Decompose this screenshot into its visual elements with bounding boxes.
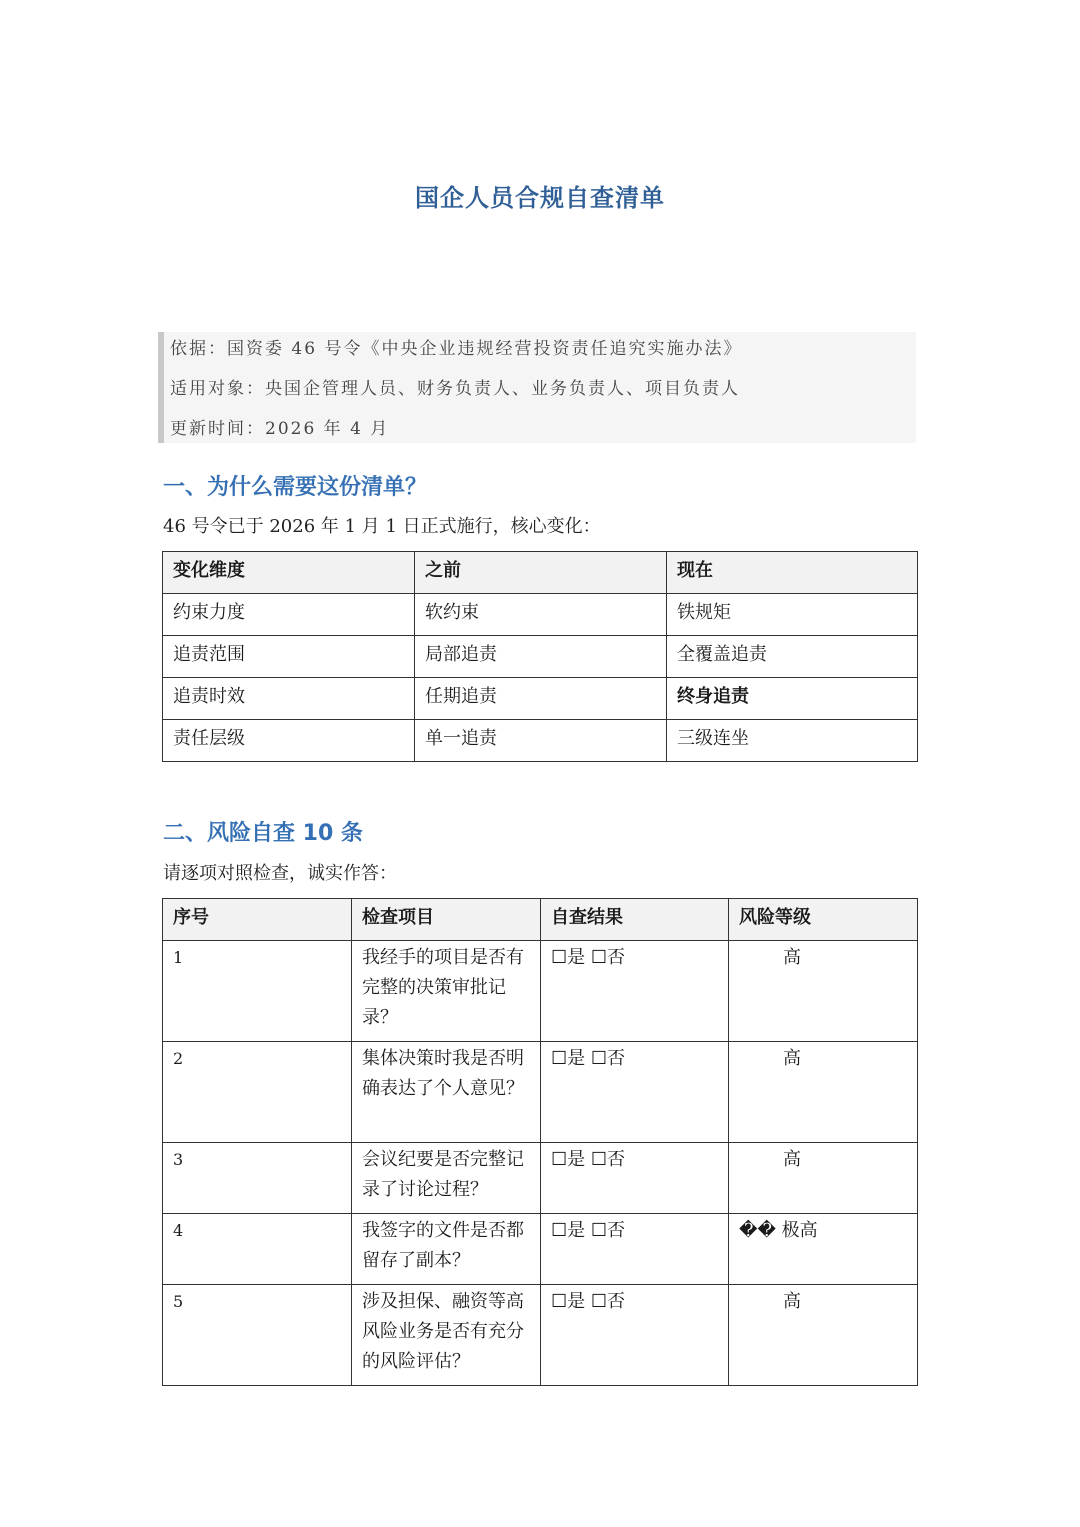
table-cell: 责任层级: [163, 720, 415, 762]
table-cell: 单一追责: [415, 720, 667, 762]
table-cell: 铁规矩: [667, 594, 918, 636]
result-checkboxes[interactable]: ☐是 ☐否: [541, 1214, 729, 1285]
table-row: [163, 720, 918, 762]
section1-intro: 46 号令已于 2026 年 1 月 1 日正式施行，核心变化：: [163, 516, 601, 537]
section1-heading: 一、为什么需要这份清单？: [163, 475, 428, 500]
row-number: 2: [163, 1042, 352, 1143]
table-cell: 软约束: [415, 594, 667, 636]
table-row: [163, 1214, 918, 1285]
meta-box: [158, 332, 916, 443]
row-number: 3: [163, 1143, 352, 1214]
table-cell: 追责时效: [163, 678, 415, 720]
check-item: 集体决策时我是否明确表达了个人意见？: [352, 1042, 541, 1143]
check-item: 我经手的项目是否有完整的决策审批记录？: [352, 941, 541, 1042]
column-header: 风险等级: [729, 899, 918, 941]
risk-level: 高: [729, 1042, 918, 1143]
risk-level: �� 极高: [729, 1214, 918, 1285]
table-row: [163, 941, 918, 1042]
check-item: 我签字的文件是否都留存了副本？: [352, 1214, 541, 1285]
column-header: 之前: [415, 552, 667, 594]
meta-updated: 更新时间：2026 年 4 月: [170, 419, 390, 439]
changes-table: [162, 551, 918, 762]
section2-intro: 请逐项对照检查，诚实作答：: [163, 863, 397, 884]
column-header: 自查结果: [541, 899, 729, 941]
table-header-row: [163, 899, 918, 941]
column-header: 序号: [163, 899, 352, 941]
table-cell: 全覆盖追责: [667, 636, 918, 678]
table-row: [163, 1285, 918, 1386]
check-item: 会议纪要是否完整记录了讨论过程？: [352, 1143, 541, 1214]
table-cell: 约束力度: [163, 594, 415, 636]
self-check-table: [162, 898, 918, 1386]
table-row: [163, 1042, 918, 1143]
table-header-row: [163, 552, 918, 594]
result-checkboxes[interactable]: ☐是 ☐否: [541, 1042, 729, 1143]
column-header: 变化维度: [163, 552, 415, 594]
table-cell: 三级连坐: [667, 720, 918, 762]
table-row: [163, 594, 918, 636]
table-cell: 局部追责: [415, 636, 667, 678]
table-cell: 追责范围: [163, 636, 415, 678]
result-checkboxes[interactable]: ☐是 ☐否: [541, 1143, 729, 1214]
result-checkboxes[interactable]: ☐是 ☐否: [541, 941, 729, 1042]
meta-audience: 适用对象：央国企管理人员、财务负责人、业务负责人、项目负责人: [170, 379, 740, 399]
page-title: 国企人员合规自查清单: [415, 184, 665, 212]
risk-level: 高: [729, 941, 918, 1042]
column-header: 检查项目: [352, 899, 541, 941]
table-cell: 任期追责: [415, 678, 667, 720]
row-number: 1: [163, 941, 352, 1042]
meta-basis: 依据：国资委 46 号令《中央企业违规经营投资责任追究实施办法》: [170, 339, 743, 359]
table-row: [163, 1143, 918, 1214]
risk-level: 高: [729, 1285, 918, 1386]
risk-level: 高: [729, 1143, 918, 1214]
table-cell-emphasis: 终身追责: [667, 678, 918, 720]
table-row: [163, 636, 918, 678]
table-row: [163, 678, 918, 720]
section2-heading: 二、风险自查 10 条: [163, 821, 363, 846]
row-number: 5: [163, 1285, 352, 1386]
column-header: 现在: [667, 552, 918, 594]
row-number: 4: [163, 1214, 352, 1285]
result-checkboxes[interactable]: ☐是 ☐否: [541, 1285, 729, 1386]
check-item: 涉及担保、融资等高风险业务是否有充分的风险评估？: [352, 1285, 541, 1386]
